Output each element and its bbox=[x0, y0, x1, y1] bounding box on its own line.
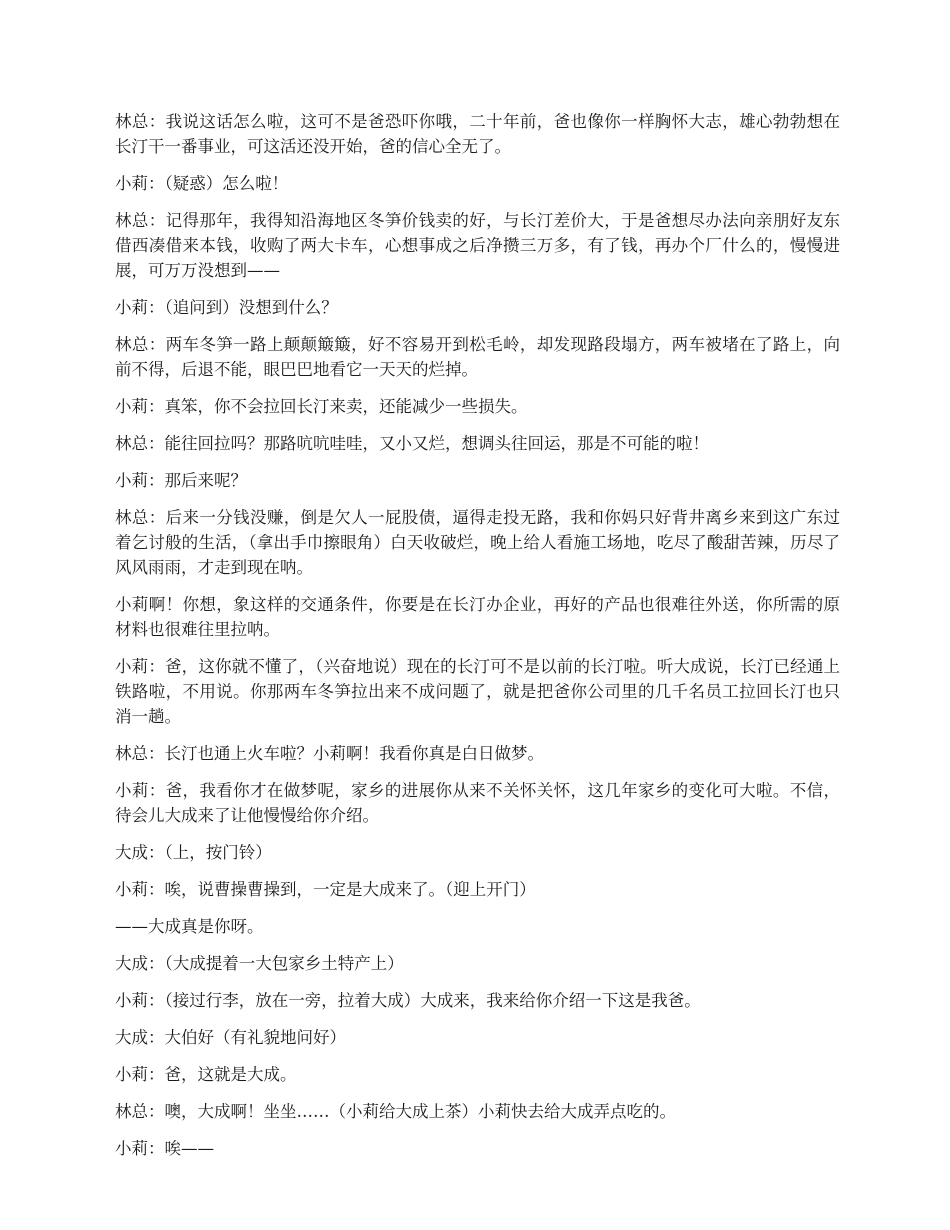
paragraph: 林总：长汀也通上火车啦？小莉啊！我看你真是白日做梦。 bbox=[115, 744, 544, 763]
paragraph: 大成：大伯好（有礼貌地问好） bbox=[115, 1028, 346, 1047]
paragraph: 小莉：（追问到）没想到什么？ bbox=[115, 298, 338, 317]
paragraph: 小莉：爸，这就是大成。 bbox=[115, 1065, 297, 1084]
paragraph: 林总：能往回拉吗？那路吭吭哇哇，又小又烂，想调头往回运，那是不可能的啦！ bbox=[115, 434, 709, 453]
paragraph: 小莉：真笨，你不会拉回长汀来卖，还能减少一些损失。 bbox=[115, 397, 528, 416]
paragraph: 大成：（上，按门铃） bbox=[115, 843, 272, 862]
paragraph: 林总：记得那年，我得知沿海地区冬笋价钱卖的好，与长汀差价大，于是爸想尽办法向亲朋好友东借西凑借来本钱，收购了两大卡车，心想事成之后净攒三万多，有了钱，再办个厂什么的，慢慢进展，可万万没想到—— bbox=[115, 211, 840, 280]
paragraph: 小莉：爸，这你就不懂了，（兴奋地说）现在的长汀可不是以前的长汀啦。听大成说，长汀已经通上铁路啦，不用说。你那两车冬笋拉出来不成问题了，就是把爸你公司里的几千名员工拉回长汀也只消一趟。 bbox=[115, 657, 840, 726]
paragraph: 林总：我说这话怎么啦，这可不是爸恐吓你哦，二十年前，爸也像你一样胸怀大志，雄心勃勃想在长汀干一番事业，可这活还没开始，爸的信心全无了。 bbox=[115, 112, 840, 156]
script-body bbox=[115, 109, 840, 1173]
paragraph: 大成：（大成提着一大包家乡土特产上） bbox=[115, 954, 404, 973]
paragraph: ——大成真是你呀。 bbox=[115, 917, 264, 936]
paragraph: 林总：两车冬笋一路上颠颠簸簸，好不容易开到松毛岭，却发现路段塌方，两车被堵在了路上，向前不得，后退不能，眼巴巴地看它一天天的烂掉。 bbox=[115, 335, 840, 379]
paragraph: 小莉：（接过行李，放在一旁，拉着大成）大成来，我来给你介绍一下这是我爸。 bbox=[115, 991, 701, 1010]
paragraph: 小莉：爸，我看你才在做梦呢，家乡的进展你从来不关怀关怀，这几年家乡的变化可大啦。不信，待会儿大成来了让他慢慢给你介绍。 bbox=[115, 781, 840, 825]
paragraph: 林总：噢，大成啊！坐坐……（小莉给大成上茶）小莉快去给大成弄点吃的。 bbox=[115, 1102, 676, 1121]
paragraph: 小莉：（疑惑）怎么啦！ bbox=[115, 174, 289, 193]
paragraph: 林总：后来一分钱没赚，倒是欠人一屁股债，逼得走投无路，我和你妈只好背井离乡来到这广东过着乞讨般的生活，（拿出手巾擦眼角）白天收破烂，晚上给人看施工场地，吃尽了酸甜苦辣，历尽了风风雨雨，才走到现在呐。 bbox=[115, 508, 840, 577]
paragraph: 小莉：那后来呢？ bbox=[115, 471, 247, 490]
paragraph: 小莉啊！你想，象这样的交通条件，你要是在长汀办企业，再好的产品也很难往外送，你所需的原材料也很难往里拉呐。 bbox=[115, 595, 840, 639]
paragraph: 小莉：唉，说曹操曹操到，一定是大成来了。（迎上开门） bbox=[115, 880, 536, 899]
paragraph: 小莉：唉—— bbox=[115, 1139, 214, 1158]
